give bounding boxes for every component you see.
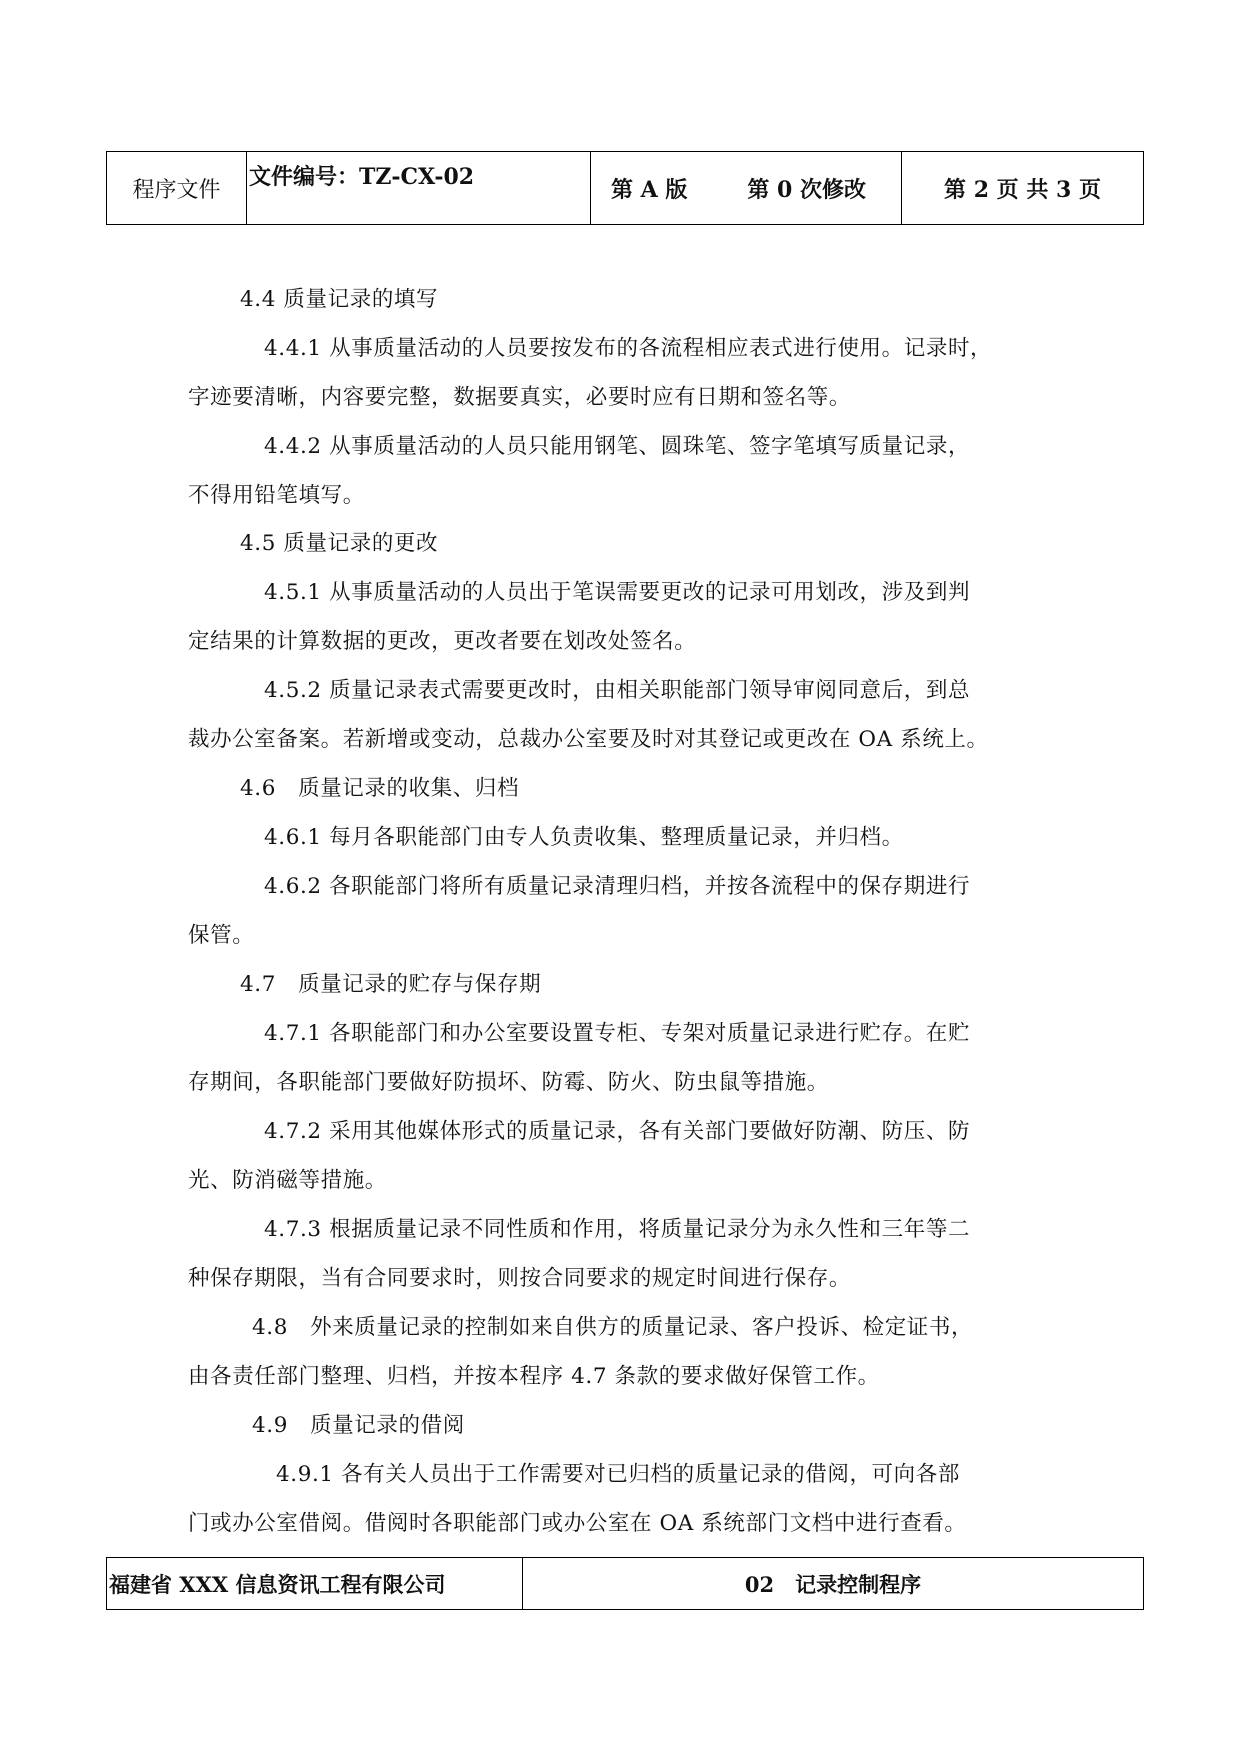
paragraph-line: 光、防消磁等措施。 [188, 1168, 387, 1193]
section-heading: 4.7 质量记录的贮存与保存期 [240, 972, 542, 997]
paragraph-line: 裁办公室备案。若新增或变动，总裁办公室要及时对其登记或更改在 OA 系统上。 [188, 727, 989, 752]
paragraph-line: 门或办公室借阅。借阅时各职能部门或办公室在 OA 系统部门文档中进行查看。 [188, 1511, 967, 1536]
edition-label: 第 A 版 [611, 176, 688, 203]
header-table [106, 151, 1144, 225]
doc-number-cell: 文件编号：TZ-CX-02 [247, 152, 591, 225]
doc-type-cell: 程序文件 [107, 152, 247, 225]
footer-table [106, 1557, 1144, 1610]
section-heading: 4.8 外来质量记录的控制如来自供方的质量记录、客户投诉、检定证书， [252, 1315, 974, 1340]
page-info-cell: 第 2 页 共 3 页 [902, 152, 1144, 225]
section-heading: 4.6 质量记录的收集、归档 [240, 776, 520, 801]
revision-label: 第 0 次修改 [747, 176, 867, 203]
paragraph-line: 4.9.1 各有关人员出于工作需要对已归档的质量记录的借阅，可向各部 [276, 1462, 960, 1487]
company-name-cell: 福建省 XXX 信息资讯工程有限公司 [107, 1558, 523, 1610]
section-heading: 4.4 质量记录的填写 [240, 287, 439, 312]
paragraph-line: 定结果的计算数据的更改，更改者要在划改处签名。 [188, 629, 697, 654]
paragraph-line: 4.7.3 根据质量记录不同性质和作用，将质量记录分为永久性和三年等二 [264, 1217, 971, 1242]
paragraph-line: 4.7.1 各职能部门和办公室要设置专柜、专架对质量记录进行贮存。在贮 [264, 1021, 971, 1046]
section-heading: 4.5 质量记录的更改 [240, 531, 439, 556]
paragraph-line: 不得用铅笔填写。 [188, 483, 365, 508]
paragraph-line: 字迹要清晰，内容要完整，数据要真实，必要时应有日期和签名等。 [188, 385, 852, 410]
paragraph-line: 种保存期限，当有合同要求时，则按合同要求的规定时间进行保存。 [188, 1266, 852, 1291]
paragraph-line: 由各责任部门整理、归档，并按本程序 4.7 条款的要求做好保管工作。 [188, 1364, 880, 1389]
doc-title-cell: 02 记录控制程序 [523, 1558, 1144, 1610]
paragraph-line: 4.6.1 每月各职能部门由专人负责收集、整理质量记录，并归档。 [264, 825, 904, 850]
paragraph-line: 4.4.2 从事质量活动的人员只能用钢笔、圆珠笔、签字笔填写质量记录， [264, 434, 971, 459]
edition-revision-cell [591, 152, 902, 225]
paragraph-line: 4.5.2 质量记录表式需要更改时，由相关职能部门领导审阅同意后，到总 [264, 678, 971, 703]
paragraph-line: 存期间，各职能部门要做好防损坏、防霉、防火、防虫鼠等措施。 [188, 1070, 829, 1095]
paragraph-line: 保管。 [188, 923, 255, 948]
section-heading: 4.9 质量记录的借阅 [252, 1413, 465, 1438]
paragraph-line: 4.5.1 从事质量活动的人员出于笔误需要更改的记录可用划改，涉及到判 [264, 580, 971, 605]
paragraph-line: 4.6.2 各职能部门将所有质量记录清理归档，并按各流程中的保存期进行 [264, 874, 971, 899]
paragraph-line: 4.7.2 采用其他媒体形式的质量记录，各有关部门要做好防潮、防压、防 [264, 1119, 971, 1144]
paragraph-line: 4.4.1 从事质量活动的人员要按发布的各流程相应表式进行使用。记录时， [264, 336, 993, 361]
